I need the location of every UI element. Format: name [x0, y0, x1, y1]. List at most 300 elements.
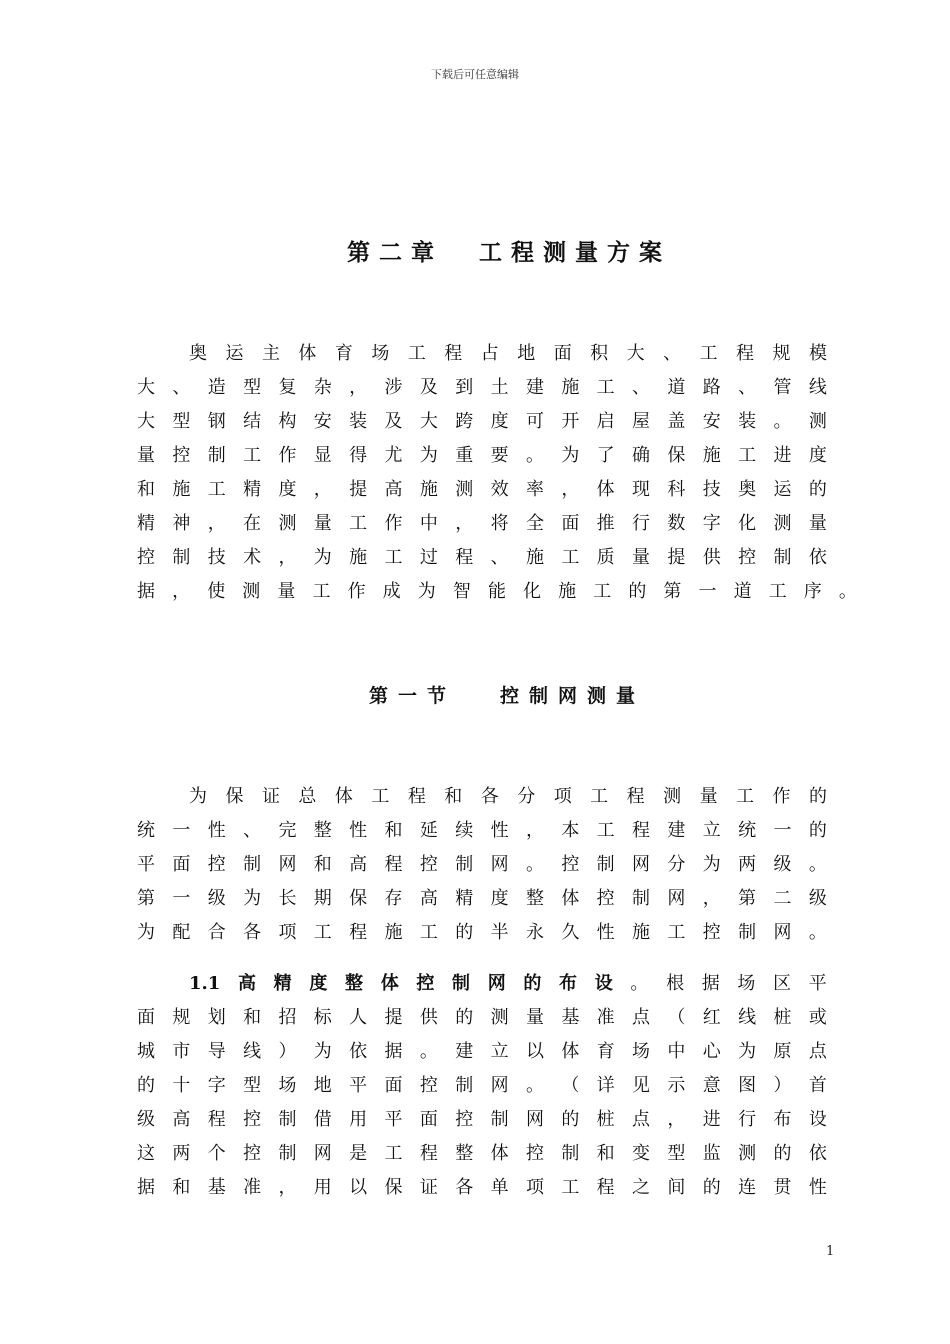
text-char: 制 — [738, 922, 757, 943]
text-char: 为 — [137, 922, 155, 943]
text-char: 立 — [490, 1041, 509, 1062]
text-char: 依 — [349, 1041, 368, 1062]
text-char: 高 — [384, 479, 403, 500]
text-char: 。 — [773, 411, 792, 432]
text-char: 布 — [559, 973, 578, 994]
section-paragraph — [137, 780, 827, 950]
text-char: 控 — [419, 1075, 438, 1096]
paragraph-line — [137, 1001, 827, 1035]
text-char: 型 — [243, 1075, 262, 1096]
text-char: 心 — [702, 1041, 721, 1062]
text-char: 装 — [738, 411, 757, 432]
text-char: 确 — [632, 445, 651, 466]
text-char: 、 — [632, 377, 651, 398]
text-char: 高 — [238, 973, 256, 994]
text-char: 工 — [768, 581, 787, 602]
text-char: 程 — [596, 1177, 615, 1198]
text-char: 保 — [667, 445, 686, 466]
text-char: 首 — [808, 1075, 827, 1096]
page-number: 1 — [826, 1244, 835, 1259]
text-char: 变 — [632, 1143, 651, 1164]
text-char: 度 — [309, 973, 328, 994]
text-char: 工 — [312, 581, 331, 602]
text-char: 控 — [561, 854, 580, 875]
section-label: 第一节 — [368, 685, 456, 707]
chapter-title-text: 工程测量方案 — [479, 239, 671, 266]
text-char: 度 — [278, 479, 297, 500]
text-char: 、 — [172, 377, 191, 398]
text-char: 育 — [334, 343, 353, 364]
text-char: 大 — [626, 343, 645, 364]
text-char: 跨 — [455, 411, 474, 432]
text-char: 施 — [172, 479, 191, 500]
text-char: 规 — [172, 1007, 191, 1028]
text-char: 在 — [243, 513, 262, 534]
text-char: 用 — [349, 1109, 368, 1130]
text-char: 延 — [419, 820, 438, 841]
text-char: ， — [667, 1109, 686, 1130]
text-char: 度 — [490, 411, 509, 432]
text-char: 制 — [207, 445, 226, 466]
text-char: 供 — [419, 1007, 438, 1028]
text-char: 工 — [667, 922, 686, 943]
text-char: 工 — [384, 547, 403, 568]
text-char: 施 — [384, 922, 403, 943]
text-char: 规 — [772, 343, 791, 364]
text-char: 结 — [243, 411, 262, 432]
text-char: 了 — [596, 445, 615, 466]
text-char: 量 — [525, 1007, 544, 1028]
text-char: 详 — [596, 1075, 615, 1096]
text-char: 半 — [490, 922, 509, 943]
text-char: 量 — [277, 581, 296, 602]
text-char: 使 — [207, 581, 226, 602]
text-char: 分 — [667, 854, 686, 875]
text-char: 制 — [278, 1143, 297, 1164]
text-char: 量 — [699, 786, 718, 807]
text-char: 体 — [596, 479, 615, 500]
text-char: ） — [773, 1075, 792, 1096]
text-char: 线 — [243, 1041, 262, 1062]
text-char: 为 — [313, 547, 332, 568]
text-char: 型 — [667, 1143, 686, 1164]
text-char: 。 — [525, 854, 544, 875]
text-char: 得 — [349, 445, 368, 466]
text-char: 术 — [243, 547, 262, 568]
text-char: 工 — [313, 922, 332, 943]
text-char: 项 — [278, 922, 297, 943]
text-char: 要 — [490, 445, 509, 466]
text-char: 施 — [558, 581, 577, 602]
text-char: 制 — [455, 1075, 474, 1096]
text-char: 制 — [243, 854, 262, 875]
text-char: 化 — [738, 513, 757, 534]
text-char: 项 — [553, 786, 572, 807]
text-char: 根 — [666, 973, 685, 994]
text-char: 测 — [278, 513, 297, 534]
text-char: 工 — [207, 479, 226, 500]
text-char: 划 — [207, 1007, 226, 1028]
paragraph-line — [137, 405, 827, 439]
paragraph-line — [137, 1171, 827, 1205]
text-char: 保 — [349, 888, 368, 909]
text-char: 型 — [243, 377, 262, 398]
text-char: 开 — [561, 411, 580, 432]
text-char: 平 — [808, 973, 827, 994]
text-char: 工 — [371, 786, 390, 807]
text-char: 为 — [561, 445, 580, 466]
text-char: 数 — [667, 513, 686, 534]
text-char: 各 — [243, 922, 262, 943]
text-char: 间 — [667, 1177, 686, 1198]
text-char: 工 — [736, 786, 755, 807]
text-char: 据 — [137, 1177, 155, 1198]
text-char: 工 — [407, 343, 426, 364]
paragraph-line — [137, 371, 827, 405]
text-char: 程 — [632, 820, 651, 841]
text-char: 大 — [419, 411, 438, 432]
text-char: 。 — [525, 445, 544, 466]
text-char: 面 — [137, 1007, 155, 1028]
text-char: 制 — [455, 854, 474, 875]
text-char: 招 — [278, 1007, 297, 1028]
text-char: 型 — [172, 411, 191, 432]
text-char: 证 — [261, 786, 280, 807]
text-char: 桩 — [596, 1109, 615, 1130]
text-char: 制 — [561, 1143, 580, 1164]
text-char: 控 — [596, 888, 615, 909]
text-char: 贯 — [773, 1177, 792, 1198]
text-char: 进 — [702, 1109, 721, 1130]
text-char: 借 — [313, 1109, 332, 1130]
text-char: ， — [207, 513, 226, 534]
text-char: 保 — [384, 1177, 403, 1198]
text-char: 的 — [455, 1007, 474, 1028]
text-char: 土 — [490, 377, 509, 398]
text-char: 建 — [667, 820, 686, 841]
text-char: 级 — [808, 888, 827, 909]
text-char: 能 — [487, 581, 506, 602]
text-char: 控 — [243, 1143, 262, 1164]
text-char: 控 — [455, 1109, 474, 1130]
text-char: 级 — [137, 1109, 155, 1130]
text-char: 线 — [808, 377, 827, 398]
text-char: 推 — [596, 513, 615, 534]
text-char: 尤 — [384, 445, 403, 466]
text-char: 控 — [525, 1143, 544, 1164]
text-char: 中 — [419, 513, 438, 534]
paragraph-line — [137, 1035, 827, 1069]
paragraph-line — [137, 575, 857, 609]
text-char: 续 — [455, 820, 474, 841]
text-char: 测 — [242, 581, 261, 602]
text-char: 和 — [384, 820, 403, 841]
text-char: 图 — [738, 1075, 757, 1096]
text-char: 的 — [523, 973, 542, 994]
text-char: 程 — [207, 1109, 226, 1130]
text-char: 十 — [172, 1075, 191, 1096]
text-char: 保 — [225, 786, 244, 807]
text-char: 测 — [773, 513, 792, 534]
text-char: 性 — [349, 820, 368, 841]
text-char: 的 — [808, 786, 827, 807]
text-char: 网 — [490, 1075, 509, 1096]
text-char: 为 — [702, 854, 721, 875]
text-char: 网 — [490, 854, 509, 875]
text-char: 总 — [298, 786, 317, 807]
text-char: 整 — [313, 820, 332, 841]
text-char: 可 — [525, 411, 544, 432]
text-char: 面 — [561, 513, 580, 534]
text-char: 过 — [419, 547, 438, 568]
text-char: 精 — [243, 479, 262, 500]
text-char: 制 — [632, 888, 651, 909]
text-char: 面 — [419, 1109, 438, 1130]
text-char: 量 — [808, 513, 827, 534]
text-char: 两 — [172, 1143, 191, 1164]
text-char: 制 — [490, 1109, 509, 1130]
text-char: 平 — [384, 1109, 403, 1130]
text-char: 运 — [225, 343, 244, 364]
text-char: 体 — [561, 888, 580, 909]
text-char: 提 — [667, 547, 686, 568]
text-char: 提 — [349, 479, 368, 500]
paragraph-line — [137, 1137, 827, 1171]
text-char: （ — [561, 1075, 580, 1096]
text-char: 程 — [626, 786, 645, 807]
text-char: 显 — [313, 445, 332, 466]
text-char: 为 — [417, 581, 436, 602]
text-char: 依 — [808, 1143, 827, 1164]
text-char: 成 — [382, 581, 401, 602]
text-char: 网 — [525, 1109, 544, 1130]
paragraph-line — [137, 337, 827, 371]
text-char: 施 — [349, 547, 368, 568]
text-char: 工 — [419, 922, 438, 943]
text-char: 性 — [207, 820, 226, 841]
text-char: 的 — [808, 820, 827, 841]
section-title-text: 控制网测量 — [500, 685, 646, 707]
text-char: 第 — [738, 888, 757, 909]
text-char: 性 — [808, 1177, 827, 1198]
text-char: 体 — [334, 786, 353, 807]
text-char: 导 — [207, 1041, 226, 1062]
text-char: 设 — [594, 973, 613, 994]
text-char: 智 — [452, 581, 471, 602]
text-char: 久 — [561, 922, 580, 943]
paragraph-line — [137, 1103, 827, 1137]
text-char: 一 — [172, 888, 191, 909]
text-char: 桩 — [773, 1007, 792, 1028]
text-char: 和 — [596, 1143, 615, 1164]
text-char: 盖 — [667, 411, 686, 432]
text-char: 测 — [490, 1007, 509, 1028]
text-char: 控 — [207, 854, 226, 875]
text-char: 及 — [419, 377, 438, 398]
text-char: 为 — [313, 1041, 332, 1062]
text-char: 控 — [416, 973, 435, 994]
text-char: 序 — [803, 581, 822, 602]
text-char: 和 — [243, 1007, 262, 1028]
text-char: 据 — [384, 1041, 403, 1062]
text-char: 整 — [525, 888, 544, 909]
text-char: 装 — [349, 411, 368, 432]
paragraph-line — [137, 473, 827, 507]
text-char: 效 — [490, 479, 509, 500]
paragraph-line — [137, 916, 827, 950]
text-char: 及 — [384, 411, 403, 432]
text-char: 二 — [773, 888, 792, 909]
text-char: 城 — [137, 1041, 155, 1062]
text-char: 工 — [590, 786, 609, 807]
text-char: 和 — [172, 1177, 191, 1198]
text-char: 网 — [667, 888, 686, 909]
text-char: 制 — [596, 854, 615, 875]
text-char: 性 — [596, 922, 615, 943]
text-char: ， — [278, 547, 297, 568]
text-char: 。 — [525, 1075, 544, 1096]
text-char: 平 — [137, 854, 155, 875]
text-char: 为 — [189, 786, 207, 807]
text-char: 建 — [455, 1041, 474, 1062]
text-char: 这 — [137, 1143, 155, 1164]
text-char: 供 — [702, 547, 721, 568]
text-char: 本 — [561, 820, 580, 841]
text-char: 一 — [172, 820, 191, 841]
text-char: 面 — [553, 343, 572, 364]
text-char: 高 — [419, 888, 438, 909]
text-char: 示 — [667, 1075, 686, 1096]
text-char: 提 — [384, 1007, 403, 1028]
text-char: 和 — [444, 786, 463, 807]
text-char: 。 — [419, 1041, 438, 1062]
text-char: 程 — [349, 922, 368, 943]
text-char: 中 — [667, 1041, 686, 1062]
text-char: 到 — [455, 377, 474, 398]
text-char: ， — [455, 513, 474, 534]
text-char: 完 — [278, 820, 297, 841]
text-char: 工 — [596, 820, 615, 841]
text-char: 作 — [384, 513, 403, 534]
text-char: 程 — [419, 1143, 438, 1164]
paragraph-line — [137, 507, 827, 541]
text-char: 意 — [702, 1075, 721, 1096]
text-char: 度 — [808, 445, 827, 466]
text-char: 科 — [667, 479, 686, 500]
text-char: 配 — [172, 922, 191, 943]
text-char: 奥 — [189, 343, 207, 364]
text-char: 各 — [480, 786, 499, 807]
text-char: 的 — [702, 1177, 721, 1198]
text-char: 、 — [490, 547, 509, 568]
text-char: 期 — [313, 888, 332, 909]
text-char: 的 — [455, 922, 474, 943]
text-char: 率 — [525, 479, 544, 500]
text-char: 技 — [207, 547, 226, 568]
text-char: 以 — [525, 1041, 544, 1062]
text-char: 场 — [371, 343, 390, 364]
text-char: 体 — [298, 343, 317, 364]
text-char: 是 — [349, 1143, 368, 1164]
text-char: 复 — [278, 377, 297, 398]
text-char: 工 — [561, 1177, 580, 1198]
text-char: 重 — [455, 445, 474, 466]
text-char: 立 — [702, 820, 721, 841]
text-char: 工 — [593, 581, 612, 602]
text-char: 将 — [490, 513, 509, 534]
text-char: 构 — [278, 411, 297, 432]
text-char: 一 — [773, 820, 792, 841]
text-char: 杂 — [313, 377, 332, 398]
text-char: 神 — [172, 513, 191, 534]
text-char: 第 — [137, 888, 155, 909]
text-char: 场 — [632, 1041, 651, 1062]
text-char: 制 — [773, 547, 792, 568]
text-char: 工 — [699, 343, 718, 364]
text-char: 据 — [137, 581, 155, 602]
text-char: 用 — [313, 1177, 332, 1198]
text-char: 安 — [702, 411, 721, 432]
text-char: ， — [313, 479, 332, 500]
text-char: 工 — [349, 513, 368, 534]
text-char: 工 — [596, 377, 615, 398]
text-char: 路 — [702, 377, 721, 398]
text-char: 全 — [525, 513, 544, 534]
text-char: 施 — [561, 377, 580, 398]
text-char: 存 — [384, 888, 403, 909]
text-char: 的 — [137, 1075, 155, 1096]
text-char: 、 — [663, 343, 682, 364]
paragraph-line — [137, 780, 827, 814]
text-char: 测 — [738, 1143, 757, 1164]
text-char: 原 — [773, 1041, 792, 1062]
text-char: 运 — [773, 479, 792, 500]
paragraph-line — [137, 882, 827, 916]
text-char: 网 — [313, 1143, 332, 1164]
text-char: 道 — [667, 377, 686, 398]
text-char: 个 — [207, 1143, 226, 1164]
intro-paragraph — [137, 337, 857, 609]
text-char: 网 — [278, 854, 297, 875]
text-char: ， — [172, 581, 191, 602]
text-char: 以 — [349, 1177, 368, 1198]
text-char: 作 — [772, 786, 791, 807]
text-char: 工 — [561, 547, 580, 568]
text-char: ， — [349, 377, 368, 398]
text-char: 基 — [207, 1177, 226, 1198]
text-char: 级 — [773, 854, 792, 875]
text-char: 施 — [632, 922, 651, 943]
text-char: 分 — [517, 786, 536, 807]
text-char: 度 — [490, 888, 509, 909]
text-char: 的 — [561, 1109, 580, 1130]
text-char: 项 — [525, 1177, 544, 1198]
text-char: 程 — [455, 547, 474, 568]
text-char: 制 — [452, 973, 471, 994]
text-char: 为 — [738, 1041, 757, 1062]
text-char: 程 — [407, 786, 426, 807]
text-char: 技 — [702, 479, 721, 500]
text-char: 行 — [738, 1109, 757, 1130]
text-char: 精 — [273, 973, 292, 994]
text-char: 程 — [384, 854, 403, 875]
text-char: 。 — [808, 922, 827, 943]
text-char: 制 — [172, 547, 191, 568]
text-char: 各 — [455, 1177, 474, 1198]
text-char: 线 — [738, 1007, 757, 1028]
text-char: 基 — [561, 1007, 580, 1028]
paragraph-line — [137, 848, 827, 882]
